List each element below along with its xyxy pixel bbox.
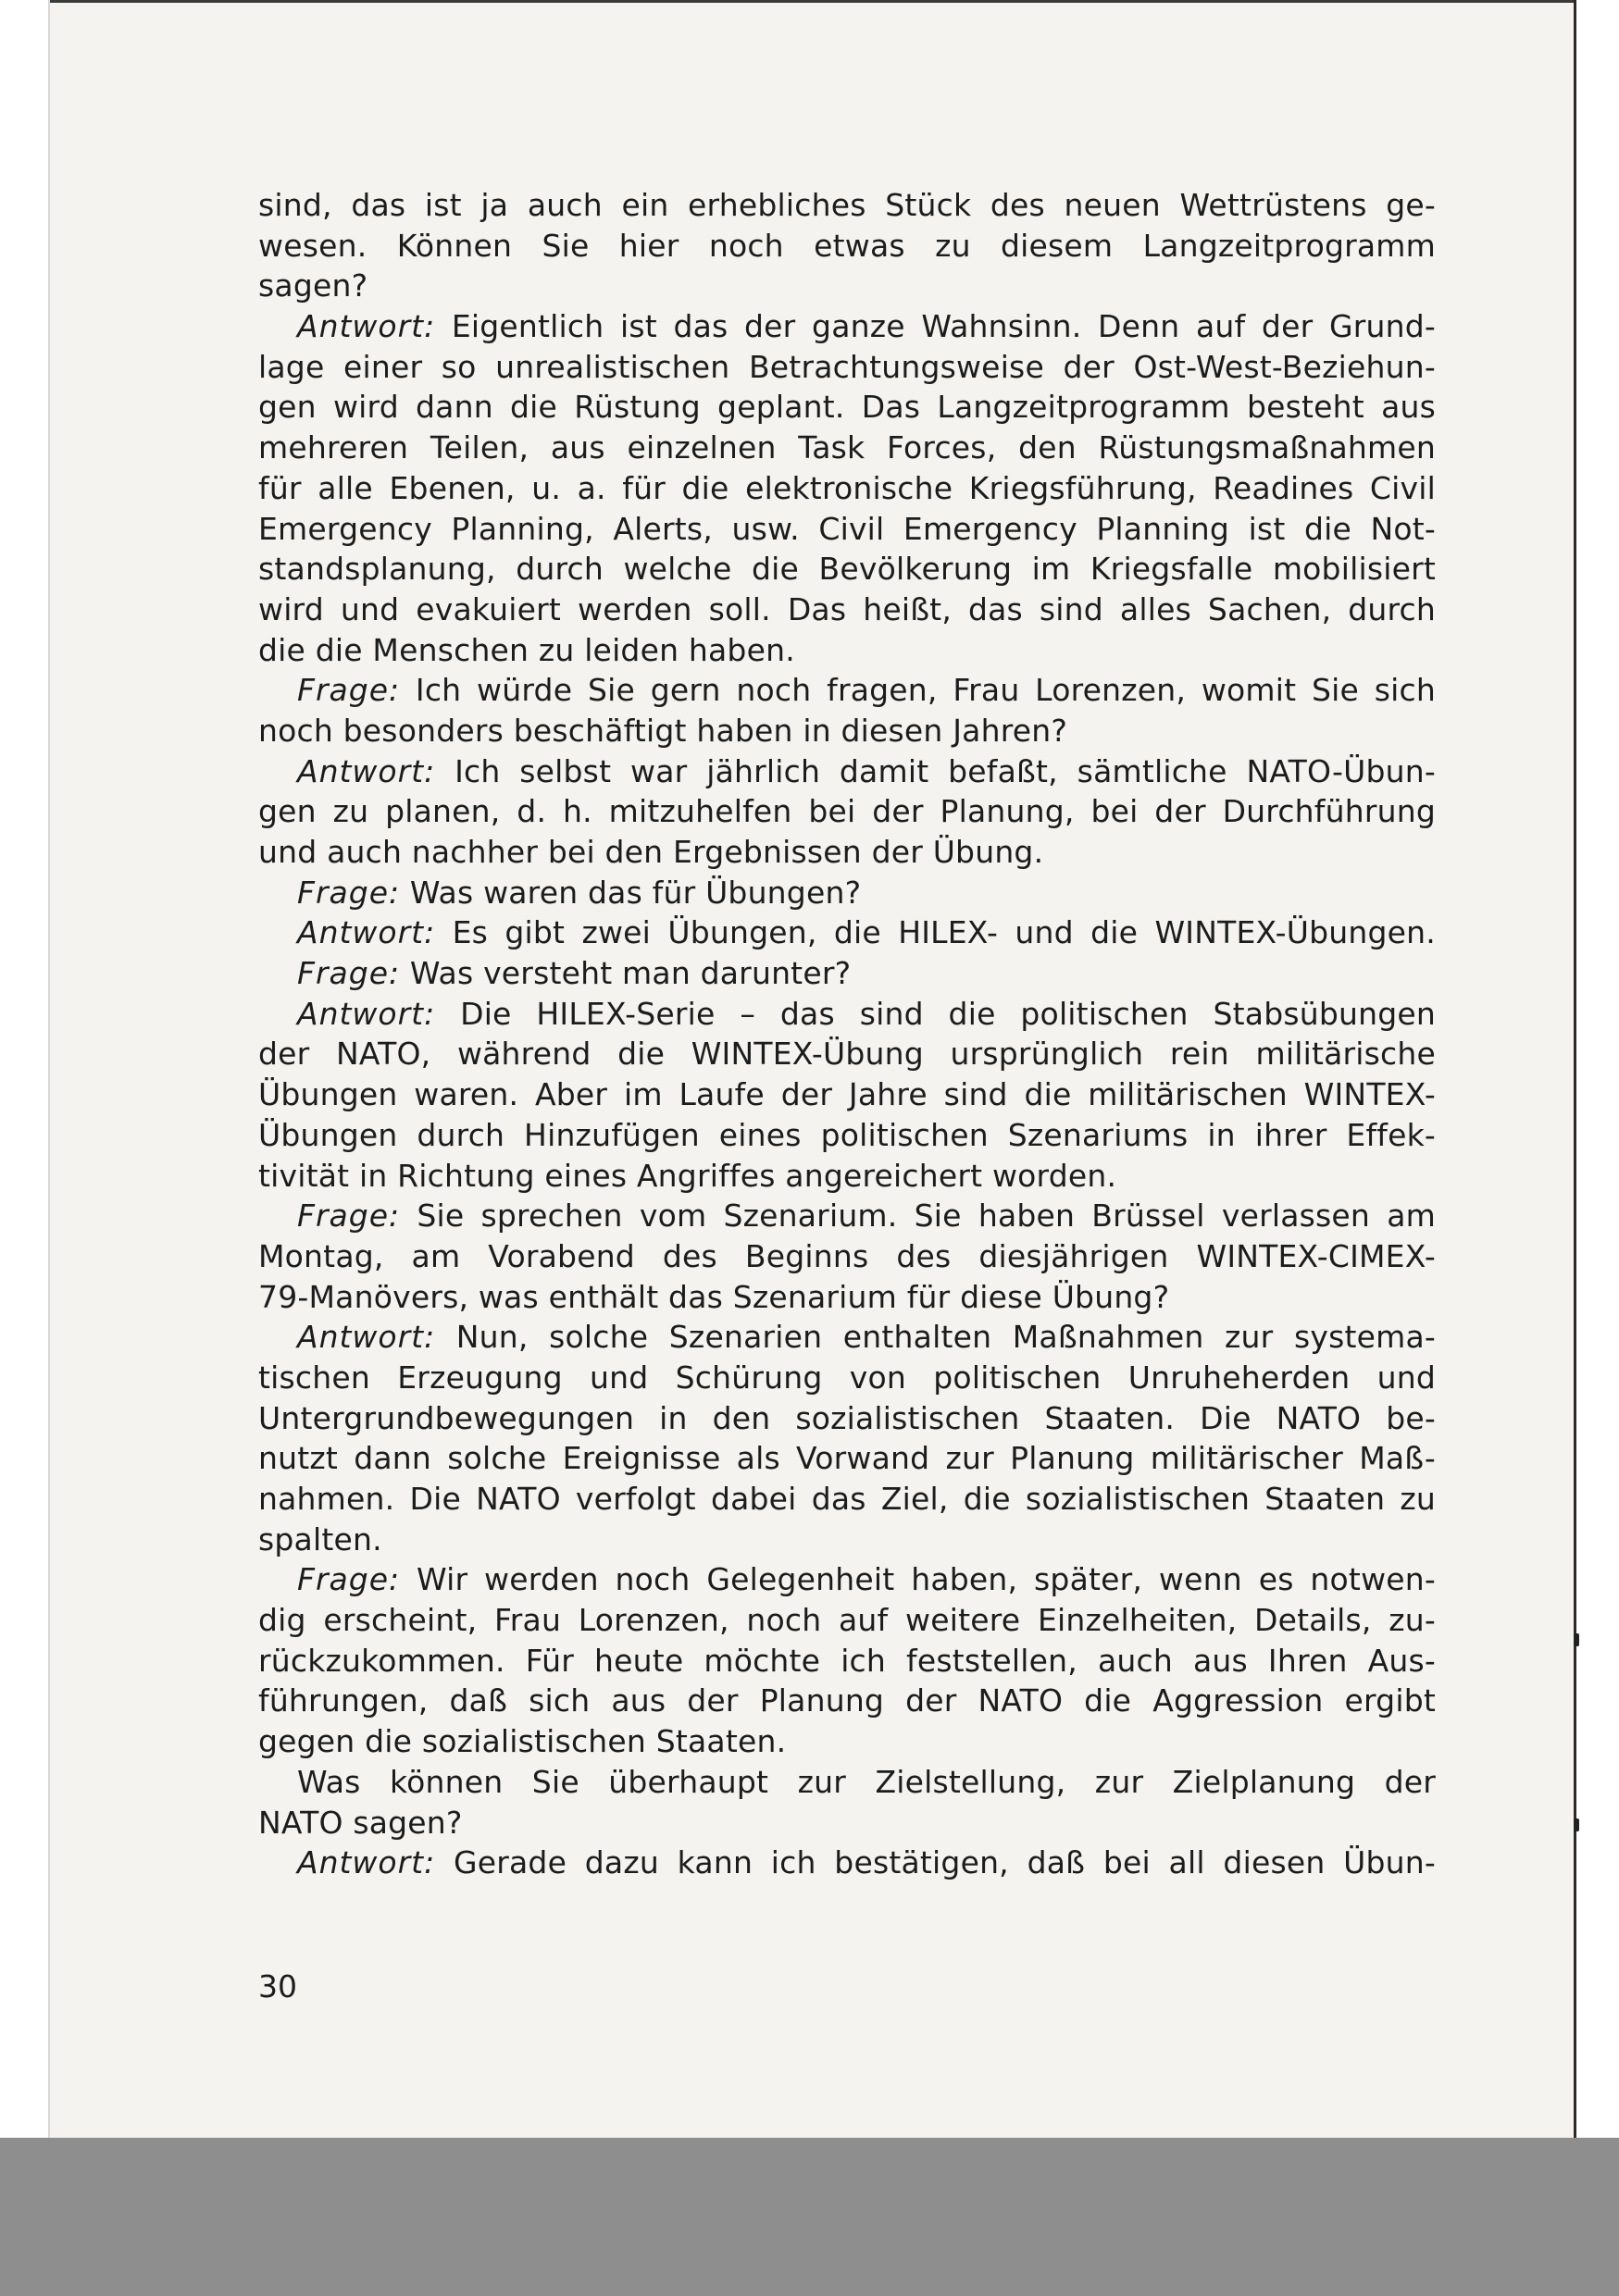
text-line — [258, 1034, 1436, 1074]
line-text: NATO sagen? — [258, 1804, 463, 1841]
line-text: wird und evakuiert werden soll. Das heißt, das sind alles Sachen, durch — [258, 590, 1436, 627]
line-text: Untergrundbewegungen in den sozialistischen Staaten. Die NATO be- — [258, 1399, 1436, 1436]
scan-edge-top — [50, 0, 1574, 3]
text-line — [258, 1317, 1436, 1358]
line-text: tischen Erzeugung und Schürung von politischen Unruheherden und — [258, 1359, 1436, 1396]
speaker-label: Frage: — [297, 874, 401, 911]
text-line — [258, 1236, 1436, 1277]
line-text: Emergency Planning, Alerts, usw. Civil Emergency Planning ist die Not- — [258, 510, 1436, 547]
text-line — [258, 1358, 1436, 1398]
text-line — [258, 1762, 1436, 1803]
line-text: wesen. Können Sie hier noch etwas zu diesem Langzeitprogramm — [258, 227, 1436, 264]
line-text: Was können Sie überhaupt zur Zielstellung, zur Zielplanung der — [297, 1763, 1436, 1800]
text-line — [258, 1843, 1436, 1883]
speaker-label: Frage: — [297, 672, 401, 709]
line-text: noch besonders beschäftigt haben in diesen Jahren? — [258, 712, 1068, 749]
line-text: Gerade dazu kann ich bestätigen, daß bei all diesen Übun- — [453, 1844, 1436, 1881]
line-text: lage einer so unrealistischen Betrachtungsweise der Ost-West-Beziehun- — [258, 348, 1436, 385]
speaker-label: Frage: — [297, 1561, 401, 1598]
line-text: Sie sprechen vom Szenarium. Sie haben Brüssel verlassen am — [417, 1198, 1436, 1235]
speaker-label: Antwort: — [297, 995, 436, 1032]
text-line — [258, 1115, 1436, 1156]
line-text: Es gibt zwei Übungen, die HILEX- und die WINTEX-Übungen. — [452, 914, 1436, 951]
line-text: sind, das ist ja auch ein erhebliches Stück des neuen Wettrüstens ge- — [258, 187, 1436, 223]
margin-mark — [1574, 1633, 1579, 1646]
line-text: nahmen. Die NATO verfolgt dabei das Ziel, die sozialistischen Staaten zu — [258, 1481, 1436, 1517]
line-text: gegen die sozialistischen Staaten. — [258, 1723, 787, 1760]
line-text: tivität in Richtung eines Angriffes angereichert worden. — [258, 1157, 1117, 1194]
line-text: sagen? — [258, 267, 368, 304]
text-line — [258, 1074, 1436, 1115]
text-line — [258, 670, 1436, 711]
text-line — [258, 468, 1436, 509]
line-text: Montag, am Vorabend des Beginns des diesjährigen WINTEX-CIMEX- — [258, 1237, 1436, 1274]
speaker-label: Frage: — [297, 1198, 401, 1235]
page-number: 30 — [258, 1968, 297, 2004]
line-text: Die HILEX-Serie – das sind die politischen Stabsübungen — [460, 995, 1436, 1032]
line-text: standsplanung, durch welche die Bevölkerung im Kriegsfalle mobilisiert — [258, 551, 1436, 588]
text-line — [258, 912, 1436, 953]
text-line — [258, 832, 1436, 873]
line-text: Eigentlich ist das der ganze Wahnsinn. Denn auf der Grund- — [451, 308, 1436, 345]
text-line — [258, 347, 1436, 388]
line-text: die die Menschen zu leiden haben. — [258, 631, 795, 668]
margin-mark — [1574, 1818, 1579, 1831]
line-text: und auch nachher bei den Ergebnissen der Übung. — [258, 834, 1044, 870]
line-text: für alle Ebenen, u. a. für die elektronische Kriegsführung, Readines Civil — [258, 469, 1436, 506]
text-line — [258, 266, 1436, 306]
text-line — [258, 873, 1436, 913]
text-line — [258, 953, 1436, 994]
line-text: Was versteht man darunter? — [409, 955, 852, 992]
line-text: Übungen durch Hinzufügen eines politischen Szenariums in ihrer Effek- — [258, 1116, 1436, 1153]
text-line — [258, 387, 1436, 428]
body-text — [258, 185, 1436, 1883]
line-text: spalten. — [258, 1520, 382, 1558]
line-text: rückzukommen. Für heute möchte ich feststellen, auch aus Ihren Aus- — [258, 1642, 1436, 1679]
speaker-label: Frage: — [297, 955, 401, 992]
text-line — [258, 1721, 1436, 1762]
text-line — [258, 1559, 1436, 1600]
text-line — [258, 1641, 1436, 1682]
text-line — [258, 1156, 1436, 1197]
speaker-label: Antwort: — [297, 914, 436, 951]
line-text: nutzt dann solche Ereignisse als Vorwand zur Planung militärischer Maß- — [258, 1440, 1436, 1477]
speaker-label: Antwort: — [297, 752, 436, 789]
text-line — [258, 590, 1436, 630]
line-text: Was waren das für Übungen? — [409, 874, 862, 911]
text-line — [258, 1398, 1436, 1439]
line-text: gen wird dann die Rüstung geplant. Das Langzeitprogramm besteht aus — [258, 389, 1436, 426]
text-line — [258, 1479, 1436, 1520]
text-line — [258, 1438, 1436, 1479]
line-text: mehreren Teilen, aus einzelnen Task Forces, den Rüstungsmaßnahmen — [258, 429, 1436, 466]
text-line — [258, 226, 1436, 267]
scan-edge-right — [1574, 0, 1576, 2138]
text-line — [258, 751, 1436, 792]
line-text: der NATO, während die WINTEX-Übung ursprünglich rein militärische — [258, 1036, 1436, 1073]
text-line — [258, 428, 1436, 468]
text-line — [258, 1520, 1436, 1560]
line-text: gen zu planen, d. h. mitzuhelfen bei der Planung, bei der Durchführung — [258, 793, 1436, 830]
text-line — [258, 1600, 1436, 1641]
text-line — [258, 711, 1436, 751]
text-line — [258, 1196, 1436, 1236]
line-text: Nun, solche Szenarien enthalten Maßnahmen zur systema- — [455, 1319, 1436, 1356]
text-line — [258, 630, 1436, 671]
line-text: Wir werden noch Gelegenheit haben, später, wenn es notwen- — [416, 1561, 1436, 1598]
text-line — [258, 994, 1436, 1035]
speaker-label: Antwort: — [297, 308, 436, 345]
text-line — [258, 1277, 1436, 1318]
speaker-label: Antwort: — [297, 1844, 436, 1881]
text-line — [258, 791, 1436, 832]
text-line — [258, 1803, 1436, 1843]
text-line — [258, 1681, 1436, 1721]
text-line — [258, 185, 1436, 226]
line-text: führungen, daß sich aus der Planung der NATO die Aggression ergibt — [258, 1682, 1436, 1719]
line-text: Ich würde Sie gern noch fragen, Frau Lorenzen, womit Sie sich — [415, 672, 1436, 709]
speaker-label: Antwort: — [297, 1319, 436, 1356]
line-text: Übungen waren. Aber im Laufe der Jahre sind die militärischen WINTEX- — [258, 1076, 1436, 1113]
line-text: 79-Manövers, was enthält das Szenarium für diese Übung? — [258, 1278, 1170, 1315]
line-text: Ich selbst war jährlich damit befaßt, sämtliche NATO-Übun- — [455, 752, 1436, 789]
scanner-bed-strip — [0, 2138, 1619, 2296]
text-line — [258, 549, 1436, 590]
line-text: dig erscheint, Frau Lorenzen, noch auf weitere Einzelheiten, Details, zu- — [258, 1602, 1436, 1639]
text-line — [258, 306, 1436, 347]
text-line — [258, 509, 1436, 550]
